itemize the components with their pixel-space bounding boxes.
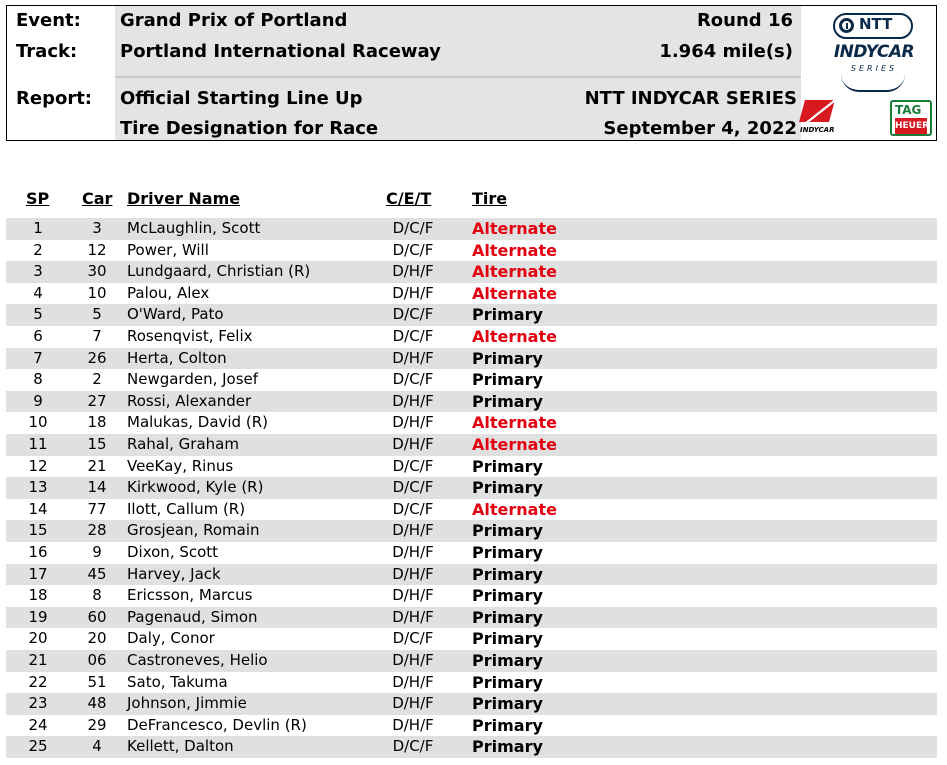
table-row <box>0 628 937 650</box>
cet-cell: D/H/F <box>392 694 434 713</box>
sp-cell: 6 <box>33 327 43 345</box>
table-row <box>0 240 937 262</box>
cet-cell: D/C/F <box>392 240 434 259</box>
car-cell: 14 <box>87 478 107 497</box>
tire-cell: Alternate <box>472 219 557 238</box>
car-cell: 29 <box>87 715 107 734</box>
driver-cell: Kellett, Dalton <box>127 737 234 756</box>
car-cell: 51 <box>87 672 107 691</box>
table-row <box>0 283 937 305</box>
sp-cell: 4 <box>33 283 43 302</box>
tire-cell: Primary <box>472 370 543 390</box>
cet-cell: D/C/F <box>392 629 434 648</box>
tire-cell: Primary <box>472 478 543 498</box>
car-cell: 9 <box>92 543 102 561</box>
sp-cell: 22 <box>28 672 48 691</box>
report-title: Official Starting Line Up <box>120 88 363 109</box>
tire-cell: Alternate <box>472 283 557 303</box>
car-cell: 12 <box>87 240 107 259</box>
tire-cell: Alternate <box>472 240 557 260</box>
tire-cell: Alternate <box>472 327 557 346</box>
sp-cell: 20 <box>28 629 48 648</box>
cet-cell: D/H/F <box>392 715 434 734</box>
tire-cell: Primary <box>472 543 543 562</box>
cet-cell: D/H/F <box>392 521 434 540</box>
tire-cell: Primary <box>472 651 543 670</box>
sp-cell: 10 <box>28 413 48 432</box>
col-header-cet: C/E/T <box>386 189 432 208</box>
col-header-car: Car <box>82 189 113 208</box>
driver-cell: Ilott, Callum (R) <box>127 499 246 518</box>
table-row <box>0 218 937 240</box>
driver-cell: Power, Will <box>127 240 209 259</box>
cet-cell: D/H/F <box>392 586 434 605</box>
table-row <box>0 542 937 564</box>
car-cell: 7 <box>92 327 102 345</box>
cet-cell: D/H/F <box>392 435 434 453</box>
sp-cell: 25 <box>28 737 48 756</box>
table-row <box>0 693 937 715</box>
sp-cell: 11 <box>28 435 48 453</box>
cet-cell: D/H/F <box>392 651 434 669</box>
table-row <box>0 369 937 391</box>
driver-cell: Herta, Colton <box>127 348 227 367</box>
driver-cell: Sato, Takuma <box>127 672 228 691</box>
sp-cell: 21 <box>28 651 48 669</box>
sp-cell: 8 <box>33 370 43 389</box>
cet-cell: D/C/F <box>392 456 434 475</box>
driver-cell: Rahal, Graham <box>127 435 239 453</box>
table-row <box>0 607 937 629</box>
driver-cell: McLaughlin, Scott <box>127 219 261 237</box>
car-cell: 18 <box>87 413 107 432</box>
sp-cell: 5 <box>33 305 43 324</box>
car-cell: 26 <box>87 348 107 367</box>
col-header-driver: Driver Name <box>127 189 241 208</box>
cet-cell: D/H/F <box>392 413 434 432</box>
car-cell: 4 <box>92 737 102 756</box>
table-row <box>0 736 937 758</box>
tire-cell: Primary <box>472 737 543 757</box>
sp-cell: 14 <box>28 499 48 518</box>
ntt-power-icon <box>839 18 854 33</box>
indycar-mini-text: INDYCAR <box>800 126 835 134</box>
indycar-flag-logo <box>798 96 850 136</box>
car-cell: 8 <box>92 586 102 605</box>
cet-cell: D/H/F <box>392 564 434 583</box>
series-name: NTT INDYCAR SERIES <box>584 88 797 109</box>
table-row <box>0 672 937 694</box>
car-cell: 06 <box>87 651 107 669</box>
sp-cell: 15 <box>28 521 48 540</box>
tire-cell: Primary <box>472 607 543 627</box>
tire-cell: Alternate <box>472 413 557 433</box>
driver-cell: Palou, Alex <box>127 283 210 302</box>
car-cell: 3 <box>92 219 102 237</box>
table-row <box>0 715 937 737</box>
tire-cell: Primary <box>472 391 543 411</box>
driver-cell: Rosenqvist, Felix <box>127 327 253 345</box>
table-row <box>0 520 937 542</box>
event-value: Grand Prix of Portland <box>120 10 348 31</box>
car-cell: 48 <box>87 694 107 713</box>
sp-cell: 12 <box>28 456 48 475</box>
col-header-tire: Tire <box>472 189 508 208</box>
driver-cell: O'Ward, Pato <box>127 305 224 324</box>
table-row <box>0 650 937 672</box>
driver-cell: Dixon, Scott <box>127 543 219 561</box>
ntt-indycar-series-logo <box>825 12 921 92</box>
tire-cell: Alternate <box>472 435 557 454</box>
table-row <box>0 434 937 456</box>
driver-cell: Ericsson, Marcus <box>127 586 253 605</box>
cet-cell: D/H/F <box>392 348 434 367</box>
cet-cell: D/H/F <box>392 607 434 626</box>
sp-cell: 19 <box>28 607 48 626</box>
car-cell: 21 <box>87 456 107 475</box>
tire-cell: Primary <box>472 586 543 606</box>
cet-cell: D/C/F <box>392 327 434 345</box>
round-value: Round 16 <box>696 10 793 31</box>
table-row <box>0 261 937 283</box>
sp-cell: 24 <box>28 715 48 734</box>
driver-cell: Pagenaud, Simon <box>127 607 258 626</box>
cet-cell: D/C/F <box>392 478 434 497</box>
table-row <box>0 564 937 586</box>
driver-cell: Rossi, Alexander <box>127 391 252 410</box>
driver-cell: Kirkwood, Kyle (R) <box>127 478 264 497</box>
sp-cell: 23 <box>28 694 48 713</box>
tire-cell: Primary <box>472 629 543 649</box>
cet-cell: D/C/F <box>392 737 434 756</box>
series-logo-text: SERIES <box>850 64 898 73</box>
track-label: Track: <box>16 41 78 62</box>
car-cell: 77 <box>87 499 107 518</box>
driver-cell: Grosjean, Romain <box>127 521 260 540</box>
table-row <box>0 412 937 434</box>
col-header-sp: SP <box>26 189 50 208</box>
tire-cell: Alternate <box>472 262 557 282</box>
logo-arc <box>841 74 905 92</box>
car-cell: 60 <box>87 607 107 626</box>
car-cell: 30 <box>87 262 107 281</box>
tire-cell: Alternate <box>472 499 557 519</box>
table-row <box>0 391 937 413</box>
tire-cell: Primary <box>472 305 543 325</box>
track-value: Portland International Raceway <box>120 41 441 62</box>
event-label: Event: <box>16 10 81 31</box>
car-cell: 2 <box>92 370 102 389</box>
sp-cell: 9 <box>33 391 43 410</box>
car-cell: 28 <box>87 521 107 540</box>
table-row <box>0 477 937 499</box>
driver-cell: VeeKay, Rinus <box>127 456 234 475</box>
sp-cell: 3 <box>33 262 43 281</box>
driver-cell: Lundgaard, Christian (R) <box>127 262 311 281</box>
table-row <box>0 304 937 326</box>
cet-cell: D/H/F <box>392 283 434 302</box>
sp-cell: 7 <box>33 348 43 367</box>
tire-cell: Primary <box>472 694 543 714</box>
cet-cell: D/H/F <box>392 391 434 410</box>
driver-cell: Daly, Conor <box>127 629 215 648</box>
driver-cell: Johnson, Jimmie <box>127 694 247 713</box>
table-row <box>0 456 937 478</box>
ntt-logo-text: NTT <box>859 15 893 33</box>
car-cell: 45 <box>87 564 107 583</box>
heuer-logo-text: HEUER <box>895 118 927 134</box>
sp-cell: 16 <box>28 543 48 561</box>
table-row <box>0 585 937 607</box>
sp-cell: 1 <box>33 219 43 237</box>
cet-cell: D/H/F <box>392 543 434 561</box>
sp-cell: 13 <box>28 478 48 497</box>
cet-cell: D/C/F <box>392 219 434 237</box>
cet-cell: D/C/F <box>392 305 434 324</box>
driver-cell: DeFrancesco, Devlin (R) <box>127 715 307 734</box>
car-cell: 20 <box>87 629 107 648</box>
cet-cell: D/C/F <box>392 370 434 389</box>
car-cell: 10 <box>87 283 107 302</box>
car-cell: 15 <box>87 435 107 453</box>
car-cell: 5 <box>92 305 102 324</box>
sp-cell: 17 <box>28 564 48 583</box>
table-row <box>0 326 937 348</box>
header-divider <box>115 76 801 78</box>
tire-cell: Primary <box>472 672 543 692</box>
report-date: September 4, 2022 <box>603 118 797 139</box>
indycar-logo-text: INDYCAR <box>833 42 915 62</box>
tire-cell: Primary <box>472 521 543 541</box>
cet-cell: D/H/F <box>392 262 434 281</box>
table-row <box>0 348 937 370</box>
driver-cell: Harvey, Jack <box>127 564 221 583</box>
sp-cell: 18 <box>28 586 48 605</box>
cet-cell: D/H/F <box>392 672 434 691</box>
report-label: Report: <box>16 88 92 109</box>
driver-cell: Newgarden, Josef <box>127 370 259 389</box>
tire-cell: Primary <box>472 715 543 735</box>
car-cell: 27 <box>87 391 107 410</box>
cet-cell: D/C/F <box>392 499 434 518</box>
report-subtitle: Tire Designation for Race <box>120 118 379 139</box>
sp-cell: 2 <box>33 240 43 259</box>
tire-cell: Primary <box>472 564 543 584</box>
tag-heuer-logo <box>890 100 932 136</box>
driver-cell: Castroneves, Helio <box>127 651 268 669</box>
tire-cell: Primary <box>472 348 543 368</box>
driver-cell: Malukas, David (R) <box>127 413 268 432</box>
flag-icon <box>799 100 835 122</box>
track-length: 1.964 mile(s) <box>659 41 793 62</box>
tag-logo-text: TAG <box>895 103 922 117</box>
table-row <box>0 499 937 521</box>
tire-cell: Primary <box>472 456 543 476</box>
